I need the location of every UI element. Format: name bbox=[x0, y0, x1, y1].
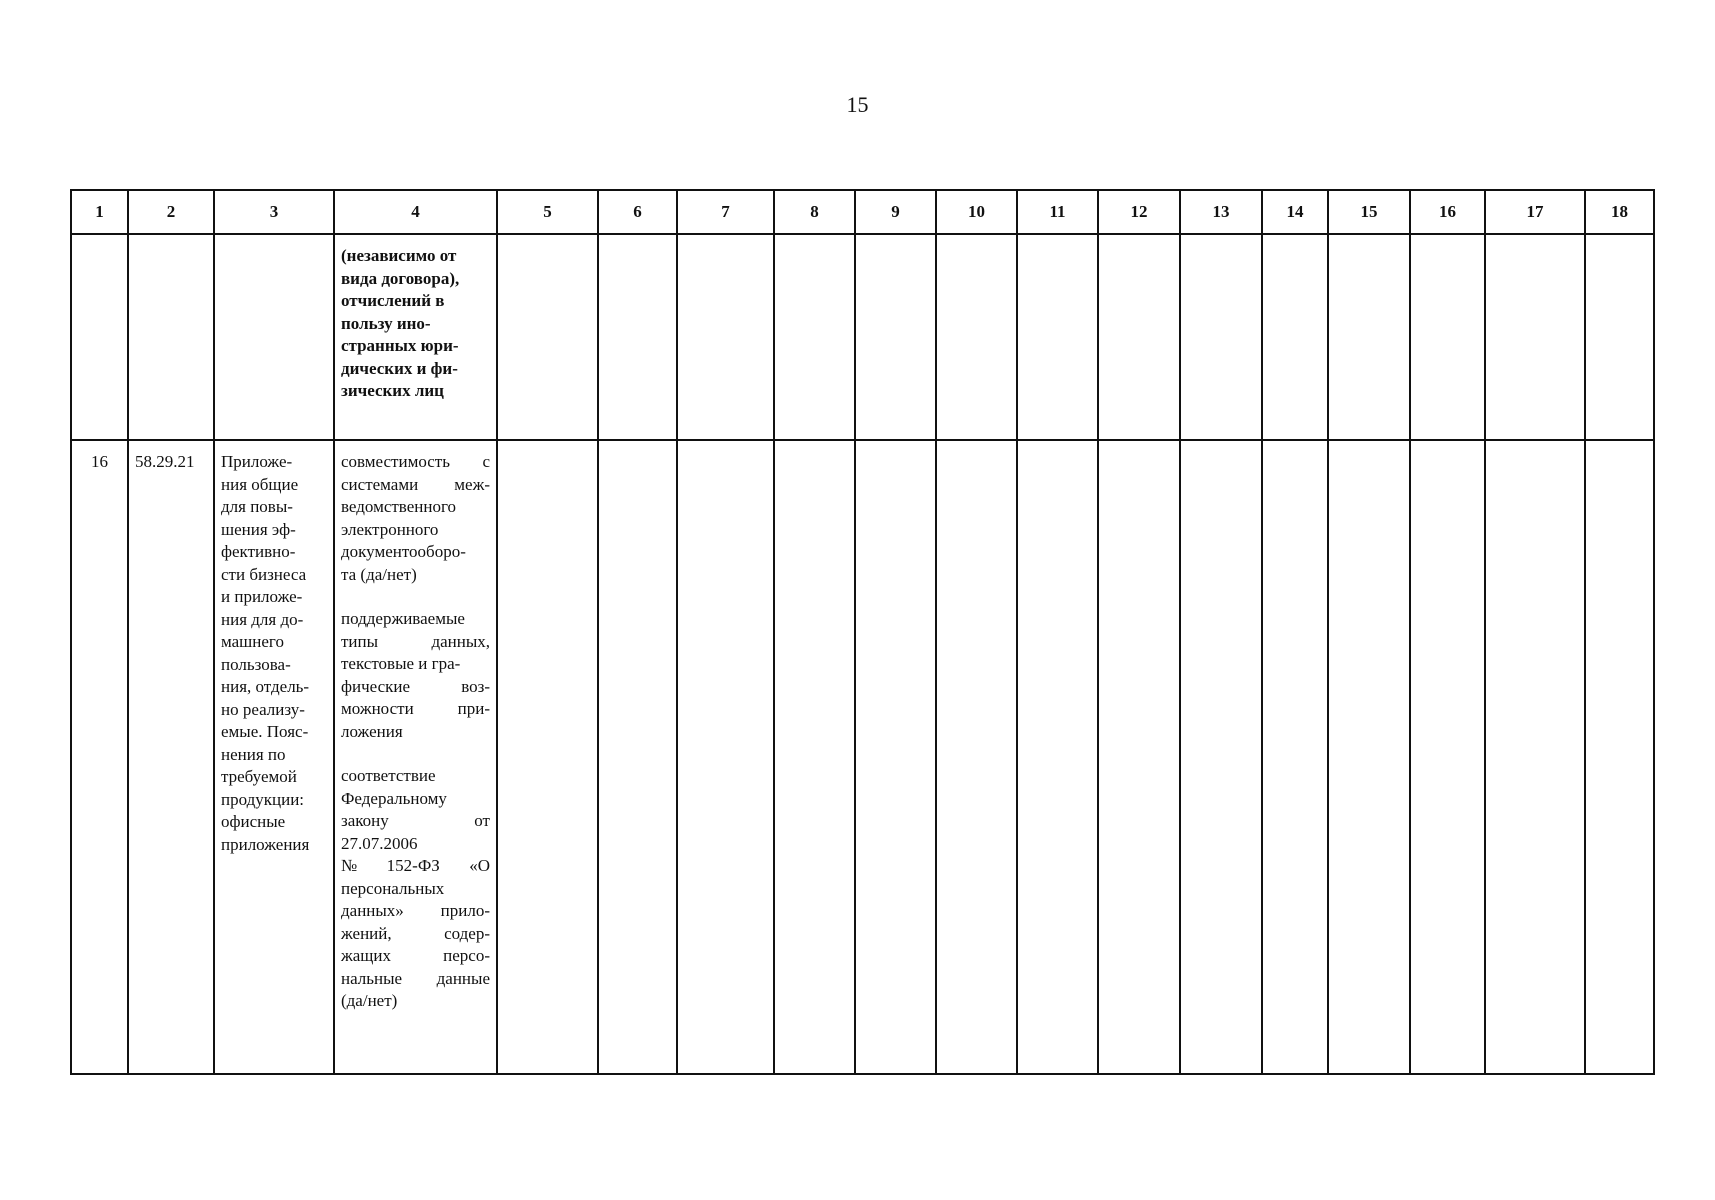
column-number-header: 16 bbox=[1410, 190, 1485, 234]
text-line bbox=[341, 451, 490, 474]
text-line: вида договора), bbox=[341, 268, 460, 288]
table-cell bbox=[1262, 440, 1328, 1074]
text-line: та (да/нет) bbox=[341, 564, 417, 584]
text-line: но реализу- bbox=[221, 699, 305, 719]
text-line: пользова- bbox=[221, 654, 291, 674]
text-line: нения по bbox=[221, 744, 286, 764]
word: «О bbox=[469, 856, 490, 875]
text-line: поддерживаемые bbox=[341, 609, 465, 628]
column-number-header: 17 bbox=[1485, 190, 1585, 234]
text-line: для повы- bbox=[221, 497, 293, 516]
text-line: странных юри- bbox=[341, 336, 459, 355]
table-cell bbox=[598, 234, 677, 440]
text-line bbox=[341, 631, 490, 654]
table-cell bbox=[128, 234, 214, 440]
table-cell bbox=[1410, 234, 1485, 440]
page-number: 15 bbox=[846, 92, 869, 117]
column-number-header-row bbox=[71, 190, 1654, 234]
table-cell bbox=[774, 234, 855, 440]
text-line: сти бизнеса bbox=[221, 564, 307, 584]
text-line: емые. Пояс- bbox=[221, 722, 309, 741]
column-number-header: 3 bbox=[214, 190, 334, 234]
word: воз- bbox=[461, 676, 490, 696]
column-number-header: 9 bbox=[855, 190, 936, 234]
text-line bbox=[341, 968, 490, 991]
column-number-header: 10 bbox=[936, 190, 1017, 234]
table-cell bbox=[1585, 440, 1654, 1074]
table-cell bbox=[1017, 440, 1098, 1074]
word: совместимость bbox=[341, 452, 450, 471]
table-cell bbox=[1410, 440, 1485, 1074]
word: № bbox=[341, 856, 358, 875]
table-cell bbox=[1328, 234, 1410, 440]
text-line: требуемой bbox=[221, 767, 297, 786]
text-line: дических и фи- bbox=[341, 358, 458, 378]
table-cell bbox=[214, 234, 334, 440]
table-cell bbox=[1180, 234, 1262, 440]
word: можности bbox=[341, 699, 414, 718]
word: нальные bbox=[341, 968, 403, 988]
product-name-cell bbox=[214, 440, 334, 1074]
column-number-header: 7 bbox=[677, 190, 774, 234]
text-line: шения эф- bbox=[221, 519, 296, 539]
table-cell bbox=[677, 234, 774, 440]
word: жений, bbox=[341, 923, 392, 943]
characteristics-cell bbox=[334, 440, 497, 1074]
text-line: (независимо от bbox=[341, 246, 457, 265]
word: фические bbox=[341, 676, 411, 696]
column-number-header: 5 bbox=[497, 190, 598, 234]
text-line: (да/нет) bbox=[341, 991, 398, 1010]
table-row-16 bbox=[71, 440, 1654, 1074]
text-line: соответствие bbox=[341, 766, 436, 785]
text-line: ведомственного bbox=[341, 497, 457, 516]
text-line: приложения bbox=[221, 834, 310, 854]
table-cell bbox=[1485, 440, 1585, 1074]
table-cell bbox=[936, 440, 1017, 1074]
text-line: ложения bbox=[341, 721, 403, 741]
column-number-header: 6 bbox=[598, 190, 677, 234]
text-line: фективно- bbox=[221, 542, 296, 561]
row-number: 16 bbox=[91, 452, 108, 471]
table-cell bbox=[1585, 234, 1654, 440]
text-line: и приложе- bbox=[221, 587, 303, 606]
text-line bbox=[341, 698, 490, 721]
word: с bbox=[482, 452, 490, 471]
text-line bbox=[341, 945, 490, 968]
table-cell bbox=[1180, 440, 1262, 1074]
text-line: персональных bbox=[341, 878, 445, 898]
word: 152-ФЗ bbox=[386, 856, 440, 875]
table-cell bbox=[855, 234, 936, 440]
word: от bbox=[474, 811, 490, 830]
table-cell bbox=[71, 234, 128, 440]
text-line: пользу ино- bbox=[341, 313, 431, 333]
word: персо- bbox=[443, 946, 490, 965]
column-number-header: 1 bbox=[71, 190, 128, 234]
table-cell bbox=[497, 234, 598, 440]
table-cell bbox=[1098, 440, 1180, 1074]
requirements-table bbox=[70, 189, 1655, 1075]
text-line bbox=[341, 474, 490, 497]
word: системами bbox=[341, 474, 419, 494]
table-cell bbox=[1098, 234, 1180, 440]
word: содер- bbox=[444, 923, 490, 943]
table-row-continuation bbox=[71, 234, 1654, 440]
table-cell bbox=[1485, 234, 1585, 440]
table-cell bbox=[936, 234, 1017, 440]
column-number-header: 11 bbox=[1017, 190, 1098, 234]
characteristic-continuation-cell bbox=[334, 234, 497, 440]
table-cell bbox=[677, 440, 774, 1074]
word: жащих bbox=[341, 946, 391, 965]
text-line bbox=[341, 900, 490, 923]
column-number-header: 2 bbox=[128, 190, 214, 234]
table-cell bbox=[598, 440, 677, 1074]
characteristic-personal-data bbox=[341, 765, 490, 1013]
text-line: ния для до- bbox=[221, 609, 304, 629]
text-line: ния общие bbox=[221, 474, 299, 494]
column-number-header: 4 bbox=[334, 190, 497, 234]
table-cell bbox=[1017, 234, 1098, 440]
word: данные bbox=[436, 968, 490, 988]
text-line: отчислений в bbox=[341, 291, 445, 310]
text-line bbox=[341, 676, 490, 699]
text-line: электронного bbox=[341, 519, 439, 539]
characteristic-compatibility bbox=[341, 451, 490, 586]
word: прило- bbox=[440, 901, 490, 920]
table-cell bbox=[774, 440, 855, 1074]
text-line: Приложе- bbox=[221, 452, 293, 471]
text-line: машнего bbox=[221, 632, 284, 651]
text-line: продукции: bbox=[221, 789, 305, 809]
okpd-code-cell bbox=[128, 440, 214, 1074]
text-line bbox=[341, 810, 490, 833]
text-line: документооборо- bbox=[341, 542, 466, 561]
text-line bbox=[341, 855, 490, 878]
text-line: текстовые и гра- bbox=[341, 654, 461, 673]
column-number-header: 15 bbox=[1328, 190, 1410, 234]
table-cell bbox=[1262, 234, 1328, 440]
column-number-header: 8 bbox=[774, 190, 855, 234]
text-line: ния, отдель- bbox=[221, 677, 310, 696]
column-number-header: 13 bbox=[1180, 190, 1262, 234]
text-line: зических лиц bbox=[341, 381, 444, 400]
column-number-header: 12 bbox=[1098, 190, 1180, 234]
word: закону bbox=[341, 811, 389, 830]
word: данных, bbox=[431, 631, 490, 651]
word: данных» bbox=[341, 901, 404, 920]
characteristic-data-types bbox=[341, 608, 490, 743]
word: при- bbox=[457, 699, 490, 718]
text-line: 27.07.2006 bbox=[341, 833, 418, 853]
table-cell bbox=[855, 440, 936, 1074]
word: меж- bbox=[454, 474, 490, 494]
row-number-cell bbox=[71, 440, 128, 1074]
table-cell bbox=[1328, 440, 1410, 1074]
text-line bbox=[341, 923, 490, 946]
okpd-code: 58.29.21 bbox=[135, 452, 195, 471]
word: типы bbox=[341, 631, 379, 651]
table-cell bbox=[497, 440, 598, 1074]
column-number-header: 14 bbox=[1262, 190, 1328, 234]
text-line: офисные bbox=[221, 812, 286, 831]
text-line: Федеральному bbox=[341, 788, 447, 808]
column-number-header: 18 bbox=[1585, 190, 1654, 234]
